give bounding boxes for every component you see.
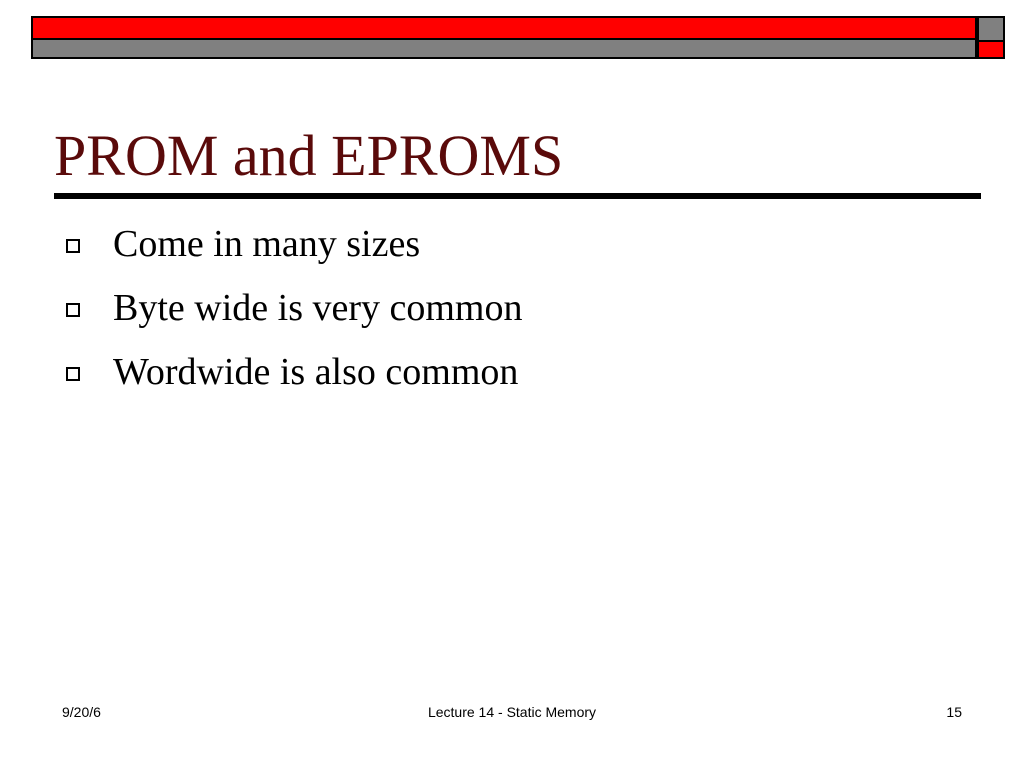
bullet-item [66, 276, 522, 340]
header-gray-bar [31, 40, 977, 59]
hollow-square-bullet-icon [66, 367, 80, 381]
bullet-text: Come in many sizes [113, 223, 421, 265]
title-underline [54, 193, 981, 199]
slide-title: PROM and EPROMS [54, 123, 564, 188]
footer-lecture-title: Lecture 14 - Static Memory [427, 704, 597, 720]
footer-page-number: 15 [946, 704, 962, 720]
footer-date: 9/20/6 [62, 704, 101, 720]
bullet-list [66, 212, 522, 404]
bullet-text: Byte wide is very common [113, 287, 523, 329]
hollow-square-bullet-icon [66, 239, 80, 253]
hollow-square-bullet-icon [66, 303, 80, 317]
header-red-bar [31, 16, 977, 40]
header-red-square [977, 42, 1005, 59]
header-gray-square [977, 16, 1005, 42]
bullet-text: Wordwide is also common [113, 351, 519, 393]
bullet-item [66, 212, 522, 276]
bullet-item [66, 340, 522, 404]
